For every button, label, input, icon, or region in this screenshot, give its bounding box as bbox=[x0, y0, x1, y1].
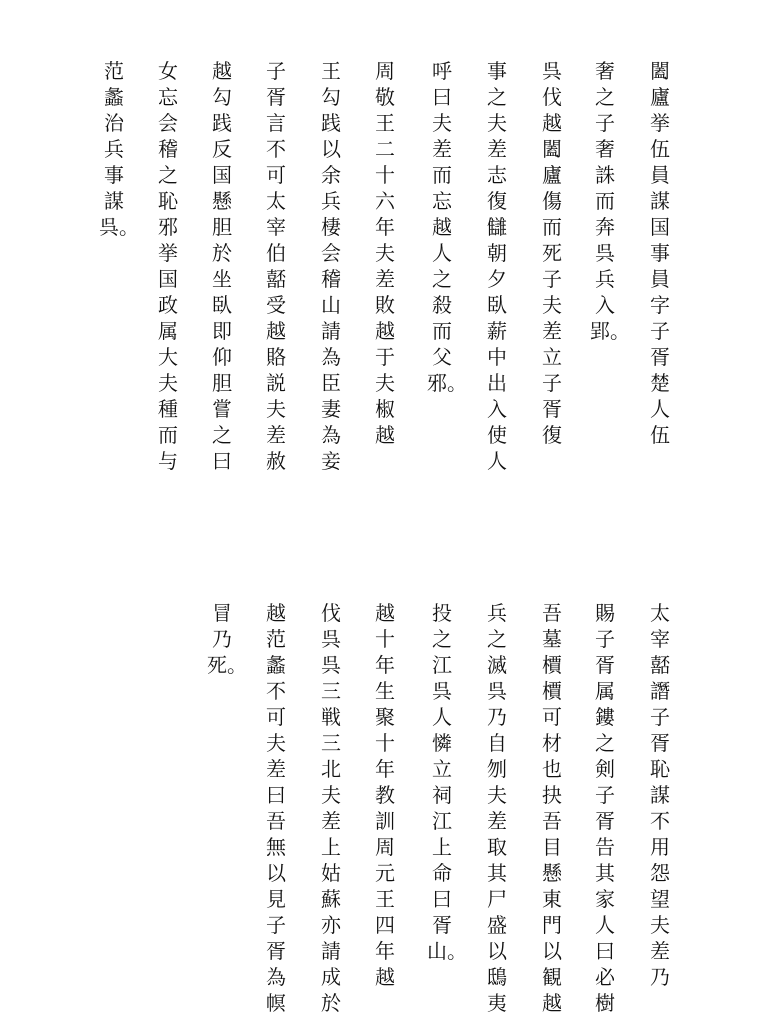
text-column: 王勾践以余兵棲会稽山請為臣妻為妾 bbox=[321, 59, 341, 473]
text-column: 越十年生聚十年教訓周元王四年越 bbox=[375, 601, 395, 989]
text-column: 越勾践反国懸胆於坐臥即仰胆嘗之曰 bbox=[212, 59, 232, 473]
text-column: 賜子胥属鏤之剣子胥告其家人曰必樹 bbox=[595, 601, 615, 1015]
text-column: 兵之滅呉乃自刎夫差取其尸盛以鴟夷 bbox=[487, 601, 507, 1015]
text-column: 投之江呉人憐立祠江上命曰胥山。 bbox=[427, 601, 467, 963]
text-column: 吾墓檟檟可材也抉吾目懸東門以観越 bbox=[542, 601, 562, 1015]
text-column: 冒乃死。 bbox=[207, 601, 247, 677]
text-column: 周敬王二十六年夫差敗越于夫椒越 bbox=[375, 59, 395, 447]
text-column: 女忘会稽之恥邪挙国政属大夫種而与 bbox=[158, 59, 178, 473]
text-column: 伐呉呉三戦三北夫差上姑蘇亦請成於 bbox=[321, 601, 341, 1015]
text-column: 越范蠡不可夫差曰吾無以見子胥為幎 bbox=[266, 601, 286, 1015]
text-column: 范蠡治兵事謀呉。 bbox=[99, 59, 139, 239]
text-column: 太宰嚭譖子胥恥謀不用怨望夫差乃 bbox=[650, 601, 670, 989]
text-column: 呼曰夫差而忘越人之殺而父邪。 bbox=[427, 59, 467, 395]
text-column: 子胥言不可太宰伯嚭受越賂説夫差赦 bbox=[266, 59, 286, 473]
text-column: 呉伐越闔廬傷而死子夫差立子胥復 bbox=[542, 59, 562, 447]
text-column: 奢之子奢誅而奔呉兵入郢。 bbox=[590, 59, 630, 343]
text-column: 事之夫差志復讎朝夕臥薪中出入使人 bbox=[487, 59, 507, 473]
text-column: 闔廬挙伍員謀国事員字子胥楚人伍 bbox=[650, 59, 670, 447]
